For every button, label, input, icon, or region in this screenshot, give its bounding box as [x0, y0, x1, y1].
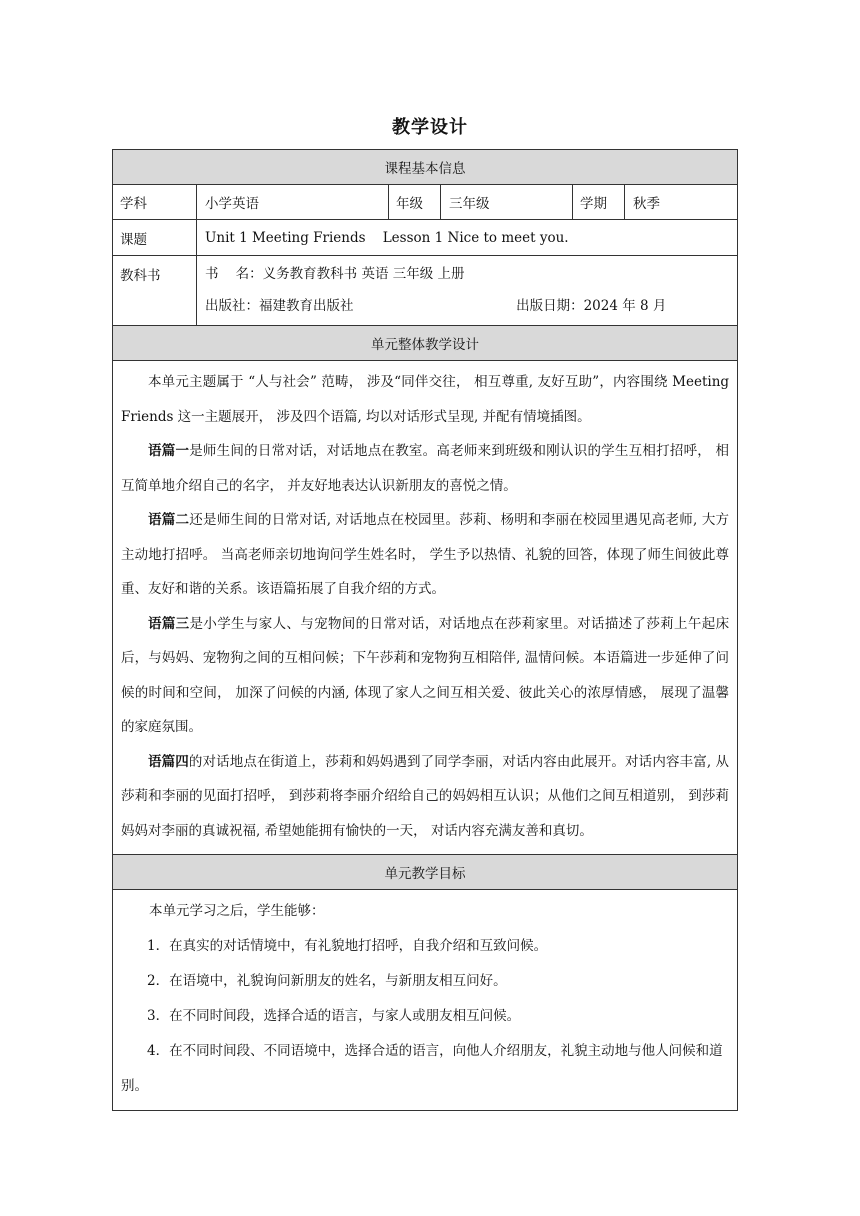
unit-design-row: [113, 361, 738, 855]
publisher-value: 福建教育出版社: [259, 298, 354, 314]
goal-item-3: 3．在不同时间段，选择合适的语言，与家人或朋友相互问候。: [147, 1008, 521, 1024]
unit-design-content: [113, 361, 738, 855]
term-value: 秋季: [625, 185, 738, 220]
goals-intro: 本单元学习之后，学生能够：: [149, 903, 325, 919]
publisher-label: 出版社：: [205, 298, 259, 314]
document-title: 教学设计: [392, 117, 468, 138]
pub-date-label: 出版日期：: [516, 298, 584, 314]
passage-1-paragraph: [121, 434, 729, 503]
passage-2-heading: 语篇二: [148, 512, 190, 528]
passage-1-heading: 语篇一: [148, 443, 190, 459]
textbook-row: [113, 256, 738, 326]
passage-4-heading: 语篇四: [148, 753, 189, 770]
book-name-label: 书 名：: [205, 266, 263, 282]
passage-3-heading: 语篇三: [148, 615, 190, 632]
topic-row: [113, 220, 738, 256]
pub-date-value: 2024 年 8 月: [583, 298, 667, 314]
topic-value: Unit 1 Meeting Friends Lesson 1 Nice to meet you.: [197, 220, 738, 256]
basic-info-header: 课程基本信息: [113, 150, 738, 185]
unit-intro-paragraph: 本单元主题属于 “人与社会” 范畴， 涉及“同伴交往， 相互尊重, 友好互助”，内容围绕 Meeting Friends 这一主题展开， 涉及四个语篇, 均以对话形式呈现, 并配有情境插图。: [121, 374, 730, 425]
passage-4-text: 的对话地点在街道上，莎莉和妈妈遇到了同学李丽，对话内容由此展开。对话内容丰富, 从莎莉和李丽的见面打招呼， 到莎莉将李丽介绍给自己的妈妈相互认识；从他们之间互相道别， 到莎莉妈妈对李丽的真诚祝福, 希望她能拥有愉快的一天， 对话内容充满友善和真切。: [121, 753, 730, 839]
subject-row: [113, 185, 738, 220]
subject-label: 学科: [113, 185, 197, 220]
passage-3-text: 是小学生与家人、与宠物间的日常对话，对话地点在莎莉家里。对话描述了莎莉上午起床后，与妈妈、宠物狗之间的互相问候；下午莎莉和宠物狗互相陪伴, 温情问候。本语篇进一步延伸了问候的时间和空间， 加深了问候的内涵, 体现了家人之间互相关爱、彼此关心的浓厚情感， 展现了温馨的家庭氛围。: [121, 615, 730, 735]
passage-2-text: 还是师生间的日常对话, 对话地点在校园里。莎莉、杨明和李丽在校园里遇见高老师, 大方主动地打招呼。 当高老师亲切地询问学生姓名时， 学生予以热情、礼貌的回答，体现了师生间彼此尊重、友好和谐的关系。该语篇拓展了自我介绍的方式。: [121, 512, 730, 597]
textbook-info: [197, 256, 738, 326]
topic-label: 课题: [113, 220, 197, 256]
unit-goals-header: 单元教学目标: [113, 855, 738, 890]
grade-value: 三年级: [441, 185, 573, 220]
book-name-line: [197, 258, 737, 290]
grade-label: 年级: [389, 185, 441, 220]
publisher-line: [197, 290, 737, 322]
passage-2-paragraph: [121, 503, 729, 607]
passage-3-paragraph: [121, 607, 729, 745]
passage-1-text: 是师生间的日常对话，对话地点在教室。高老师来到班级和刚认识的学生互相打招呼， 相互简单地介绍自己的名字， 并友好地表达认识新朋友的喜悦之情。: [121, 443, 730, 494]
book-name-value: 义务教育教科书 英语 三年级 上册: [262, 266, 465, 282]
term-label: 学期: [573, 185, 625, 220]
unit-design-header: 单元整体教学设计: [113, 326, 738, 361]
unit-goals-content: [113, 890, 738, 1111]
lesson-plan-table: [112, 149, 738, 1111]
subject-value: 小学英语: [197, 185, 389, 220]
goal-item-4: 4．在不同时间段、不同语境中，选择合适的语言，向他人介绍朋友，礼貌主动地与他人问候和道别。: [121, 1043, 723, 1094]
passage-4-paragraph: [121, 745, 729, 849]
goal-item-1: 1．在真实的对话情境中，有礼貌地打招呼，自我介绍和互致问候。: [147, 938, 548, 954]
unit-goals-row: [113, 890, 738, 1111]
textbook-label: 教科书: [113, 256, 197, 326]
goal-item-2: 2．在语境中，礼貌询问新朋友的姓名，与新朋友相互问好。: [147, 973, 507, 989]
